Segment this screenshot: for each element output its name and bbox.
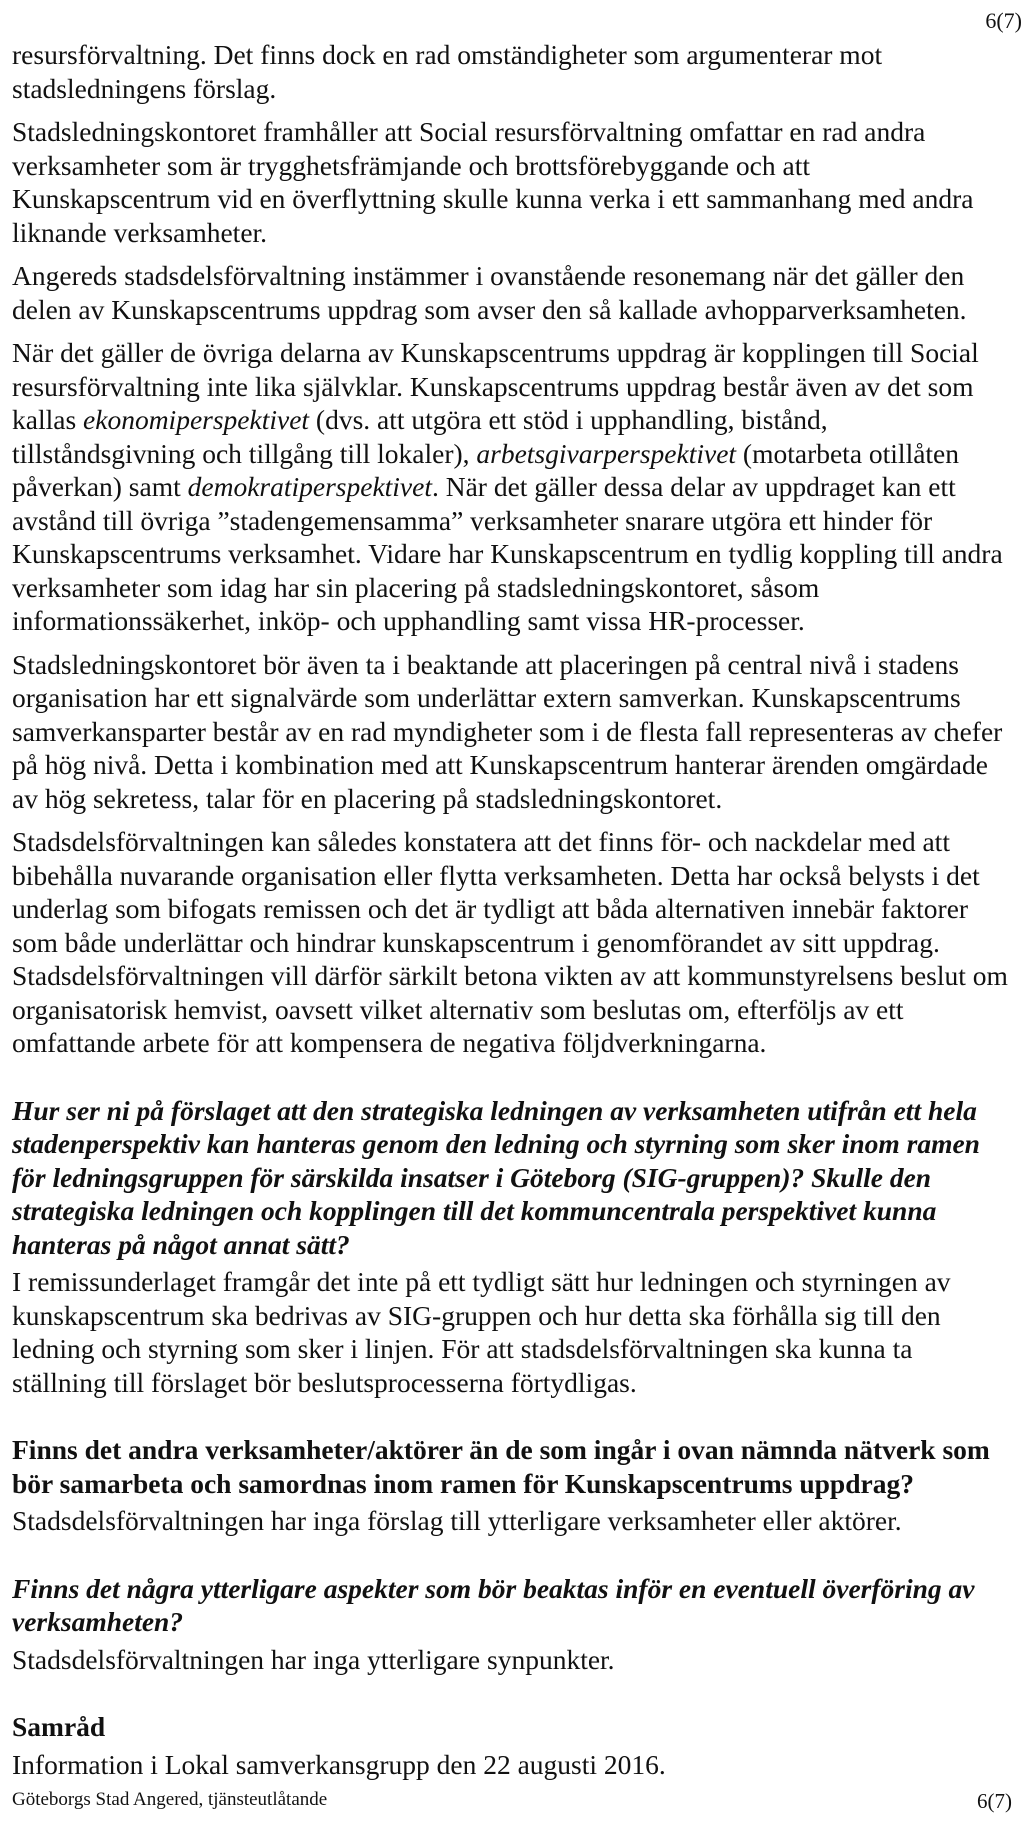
page-footer — [12, 1789, 1012, 1814]
paragraph-6: Stadsdelsförvaltningen kan således konstatera att det finns för- och nackdelar med att bibehålla nuvarande organisation eller flytta verksamheten. Detta har också belysts i det underlag som bifogats remissen och det är tydligt att båda alternativen innebär faktorer som både underlättar och hindrar kunskapscentrum i genomförandet av sitt uppdrag. Stadsdelsförvaltningen vill därför särkilt betona vikten av att kommunstyrelsens beslut om organisatorisk hemvist, oavsett vilket alternativ som beslutas om, efterföljs av ett omfattande arbete för att kompensera de negativa följdverkningarna. — [12, 826, 1008, 1058]
document-body — [12, 38, 1012, 1795]
paragraph-5: Stadsledningskontoret bör även ta i beaktande att placeringen på central nivå i stadens organisation har ett signalvärde som underlättar extern samverkan. Kunskapscentrums samverkansparter består av en rad myndigheter som i de flesta fall representeras av chefer på hög nivå. Detta i kombination med att Kunskapscentrum hanterar ärenden omgärdade av hög sekretess, talar för en placering på stadsledningskontoret. — [12, 648, 1003, 814]
paragraph-4-text-c: (dvs. att utgöra ett stöd i upphandling, bistånd, tillståndsgivning och tillgång till lokaler), — [12, 404, 828, 469]
section-heading-samrad: Samråd — [12, 1711, 106, 1742]
paragraph-4 — [12, 336, 1012, 638]
term-demokratiperspektivet: demokratiperspektivet — [187, 471, 432, 502]
paragraph-3: Angereds stadsdelsförvaltning instämmer i ovanstående resonemang när det gäller den delen av Kunskapscentrums uppdrag som avser den så kallade avhopparverksamheten. — [12, 260, 967, 325]
answer-3: Stadsdelsförvaltningen har inga ytterligare synpunkter. — [12, 1643, 615, 1675]
paragraph-4-text-e: (motarbeta otillåten påverkan) samt — [12, 437, 960, 502]
question-heading-1: Hur ser ni på förslaget att den strategiska ledningen av verksamheten utifrån ett hela stadenperspektiv kan hanteras genom den ledning och styrning som sker inom ramen för ledningsgruppen för särskilda insatser i Göteborg (SIG-gruppen)? Skulle den strategiska ledningen och kopplingen till det kommuncentrala perspektivet kunna hanteras på något annat sätt? — [12, 1094, 980, 1260]
paragraph-2: Stadsledningskontoret framhåller att Social resursförvaltning omfattar en rad andra verksamheter som är trygghetsfrämjande och brottsförebyggande och att Kunskapscentrum vid en överflyttning skulle kunna verka i ett sammanhang med andra liknande verksamheter. — [12, 116, 974, 248]
question-heading-3: Finns det några ytterligare aspekter som bör beaktas inför en eventuell överföring av verksamheten? — [12, 1572, 975, 1637]
paragraph-4-text-g: . När det gäller dessa delar av uppdraget kan ett avstånd till övriga ”stadengemensamma” verksamheter snarare utgöra ett hinder för Kunskapscentrums verksamhet. Vidare har Kunskapscentrum en tydlig koppling till andra verksamheter som idag har sin placering på stadsledningskontoret, såsom informationssäkerhet, inköp- och upphandling samt vissa HR-processer. — [12, 471, 1003, 636]
samrad-text: Information i Lokal samverkansgrupp den 22 augusti 2016. — [12, 1748, 666, 1780]
footer-page-number: 6(7) — [977, 1789, 1012, 1813]
term-ekonomiperspektivet: ekonomiperspektivet — [83, 404, 310, 435]
paragraph-4-text-a: När det gäller de övriga delarna av Kunskapscentrums uppdrag är kopplingen till Social resursförvaltning inte lika självklar. Kunskapscentrums uppdrag består även av det som kallas — [12, 337, 979, 435]
footer-organization: Göteborgs Stad Angered, tjänsteutlåtande — [12, 1789, 328, 1810]
answer-2: Stadsdelsförvaltningen har inga förslag till ytterligare verksamheter eller aktörer. — [12, 1505, 902, 1536]
answer-1: I remissunderlaget framgår det inte på ett tydligt sätt hur ledningen och styrningen av kunskapscentrum ska bedrivas av SIG-gruppen och hur detta ska förhålla sig till den ledning och styrning som sker i linjen. För att stadsdelsförvaltningen ska kunna ta ställning till förslaget bör beslutsprocesserna förtydligas. — [12, 1266, 951, 1398]
term-arbetsgivarperspektivet: arbetsgivarperspektivet — [476, 437, 737, 469]
question-heading-2: Finns det andra verksamheter/aktörer än de som ingår i ovan nämnda nätverk som bör samarbeta och samordnas inom ramen för Kunskapscentrums uppdrag? — [12, 1434, 990, 1499]
paragraph-1: resursförvaltning. Det finns dock en rad omständigheter som argumenterar mot stadsledningens förslag. — [12, 39, 883, 104]
page-number-top: 6(7) — [985, 8, 1022, 33]
